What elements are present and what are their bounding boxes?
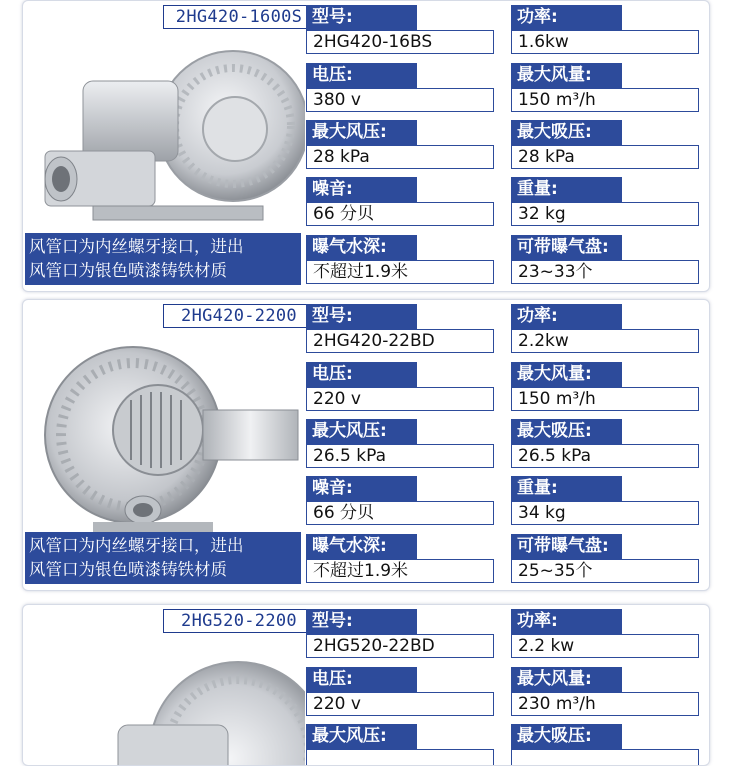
spec-aeration-discs — [511, 235, 701, 284]
spec-aeration-depth — [306, 534, 496, 583]
spec-aeration-depth — [306, 235, 496, 284]
spec-label: 功率: — [511, 5, 622, 30]
spec-power — [511, 609, 701, 658]
spec-model — [306, 304, 496, 353]
description-box — [25, 233, 301, 285]
spec-value: 23~33个 — [511, 260, 699, 284]
spec-power — [511, 304, 701, 353]
spec-value: 220 v — [306, 387, 494, 411]
spec-value: 150 m³/h — [511, 88, 699, 112]
spec-value: 25~35个 — [511, 559, 699, 583]
spec-label: 电压: — [306, 362, 417, 387]
spec-value: 34 kg — [511, 501, 699, 525]
spec-label: 电压: — [306, 63, 417, 88]
description-line-1: 风管口为内丝螺牙接口，进出 — [29, 237, 244, 256]
spec-label: 功率: — [511, 304, 622, 329]
model-tag: 2HG520-2200 — [163, 609, 315, 633]
ring-blower-icon — [23, 1, 305, 233]
spec-model — [306, 5, 496, 54]
spec-value — [306, 749, 494, 766]
spec-value: 66 分贝 — [306, 501, 494, 525]
spec-max-pressure — [306, 419, 496, 468]
spec-label: 曝气水深: — [306, 235, 417, 260]
spec-value: 220 v — [306, 692, 494, 716]
spec-power — [511, 5, 701, 54]
model-tag: 2HG420-2200 — [163, 304, 315, 328]
spec-weight — [511, 177, 701, 226]
spec-label: 最大风量: — [511, 362, 622, 387]
spec-max-pressure — [306, 724, 496, 766]
spec-value: 2.2kw — [511, 329, 699, 353]
product-card-3 — [22, 604, 710, 766]
model-tag: 2HG420-1600S — [163, 5, 315, 29]
spec-label: 最大风压: — [306, 419, 417, 444]
spec-label: 最大吸压: — [511, 419, 622, 444]
description-line-2: 风管口为银色喷漆铸铁材质 — [29, 560, 227, 579]
spec-value: 66 分贝 — [306, 202, 494, 226]
spec-value: 不超过1.9米 — [306, 260, 494, 284]
spec-value: 26.5 kPa — [511, 444, 699, 468]
product-image-1 — [23, 1, 305, 287]
spec-max-airflow — [511, 362, 701, 411]
spec-label: 型号: — [306, 609, 417, 634]
spec-label: 噪音: — [306, 177, 417, 202]
product-card-1 — [22, 0, 710, 292]
spec-value: 32 kg — [511, 202, 699, 226]
product-card-2 — [22, 299, 710, 591]
spec-value: 2.2 kw — [511, 634, 699, 658]
spec-noise — [306, 476, 496, 525]
ring-blower-icon — [23, 300, 305, 532]
spec-value: 28 kPa — [511, 145, 699, 169]
spec-value: 26.5 kPa — [306, 444, 494, 468]
product-image-2 — [23, 300, 305, 586]
spec-label: 最大风压: — [306, 120, 417, 145]
description-line-2: 风管口为银色喷漆铸铁材质 — [29, 261, 227, 280]
spec-max-suction — [511, 724, 701, 766]
spec-label: 最大风量: — [511, 63, 622, 88]
spec-label: 可带曝气盘: — [511, 534, 622, 559]
description-box — [25, 532, 301, 584]
spec-voltage — [306, 362, 496, 411]
spec-label: 最大吸压: — [511, 120, 622, 145]
spec-value: 150 m³/h — [511, 387, 699, 411]
spec-label: 可带曝气盘: — [511, 235, 622, 260]
spec-voltage — [306, 63, 496, 112]
spec-noise — [306, 177, 496, 226]
spec-value: 2HG420-16BS — [306, 30, 494, 54]
spec-label: 噪音: — [306, 476, 417, 501]
spec-weight — [511, 476, 701, 525]
spec-label: 最大风压: — [306, 724, 417, 749]
spec-max-pressure — [306, 120, 496, 169]
spec-label: 最大吸压: — [511, 724, 622, 749]
spec-value: 28 kPa — [306, 145, 494, 169]
spec-max-airflow — [511, 667, 701, 716]
spec-value: 2HG520-22BD — [306, 634, 494, 658]
spec-voltage — [306, 667, 496, 716]
spec-label: 最大风量: — [511, 667, 622, 692]
spec-value: 2HG420-22BD — [306, 329, 494, 353]
spec-label: 型号: — [306, 5, 417, 30]
spec-value: 380 v — [306, 88, 494, 112]
spec-label: 电压: — [306, 667, 417, 692]
product-image-3 — [23, 605, 305, 766]
spec-max-suction — [511, 120, 701, 169]
spec-model — [306, 609, 496, 658]
description-line-1: 风管口为内丝螺牙接口，进出 — [29, 536, 244, 555]
spec-label: 曝气水深: — [306, 534, 417, 559]
spec-label: 重量: — [511, 476, 622, 501]
spec-label: 重量: — [511, 177, 622, 202]
spec-value: 1.6kw — [511, 30, 699, 54]
spec-max-airflow — [511, 63, 701, 112]
spec-label: 功率: — [511, 609, 622, 634]
spec-value — [511, 749, 699, 766]
spec-value: 不超过1.9米 — [306, 559, 494, 583]
spec-aeration-discs — [511, 534, 701, 583]
spec-max-suction — [511, 419, 701, 468]
spec-label: 型号: — [306, 304, 417, 329]
spec-value: 230 m³/h — [511, 692, 699, 716]
